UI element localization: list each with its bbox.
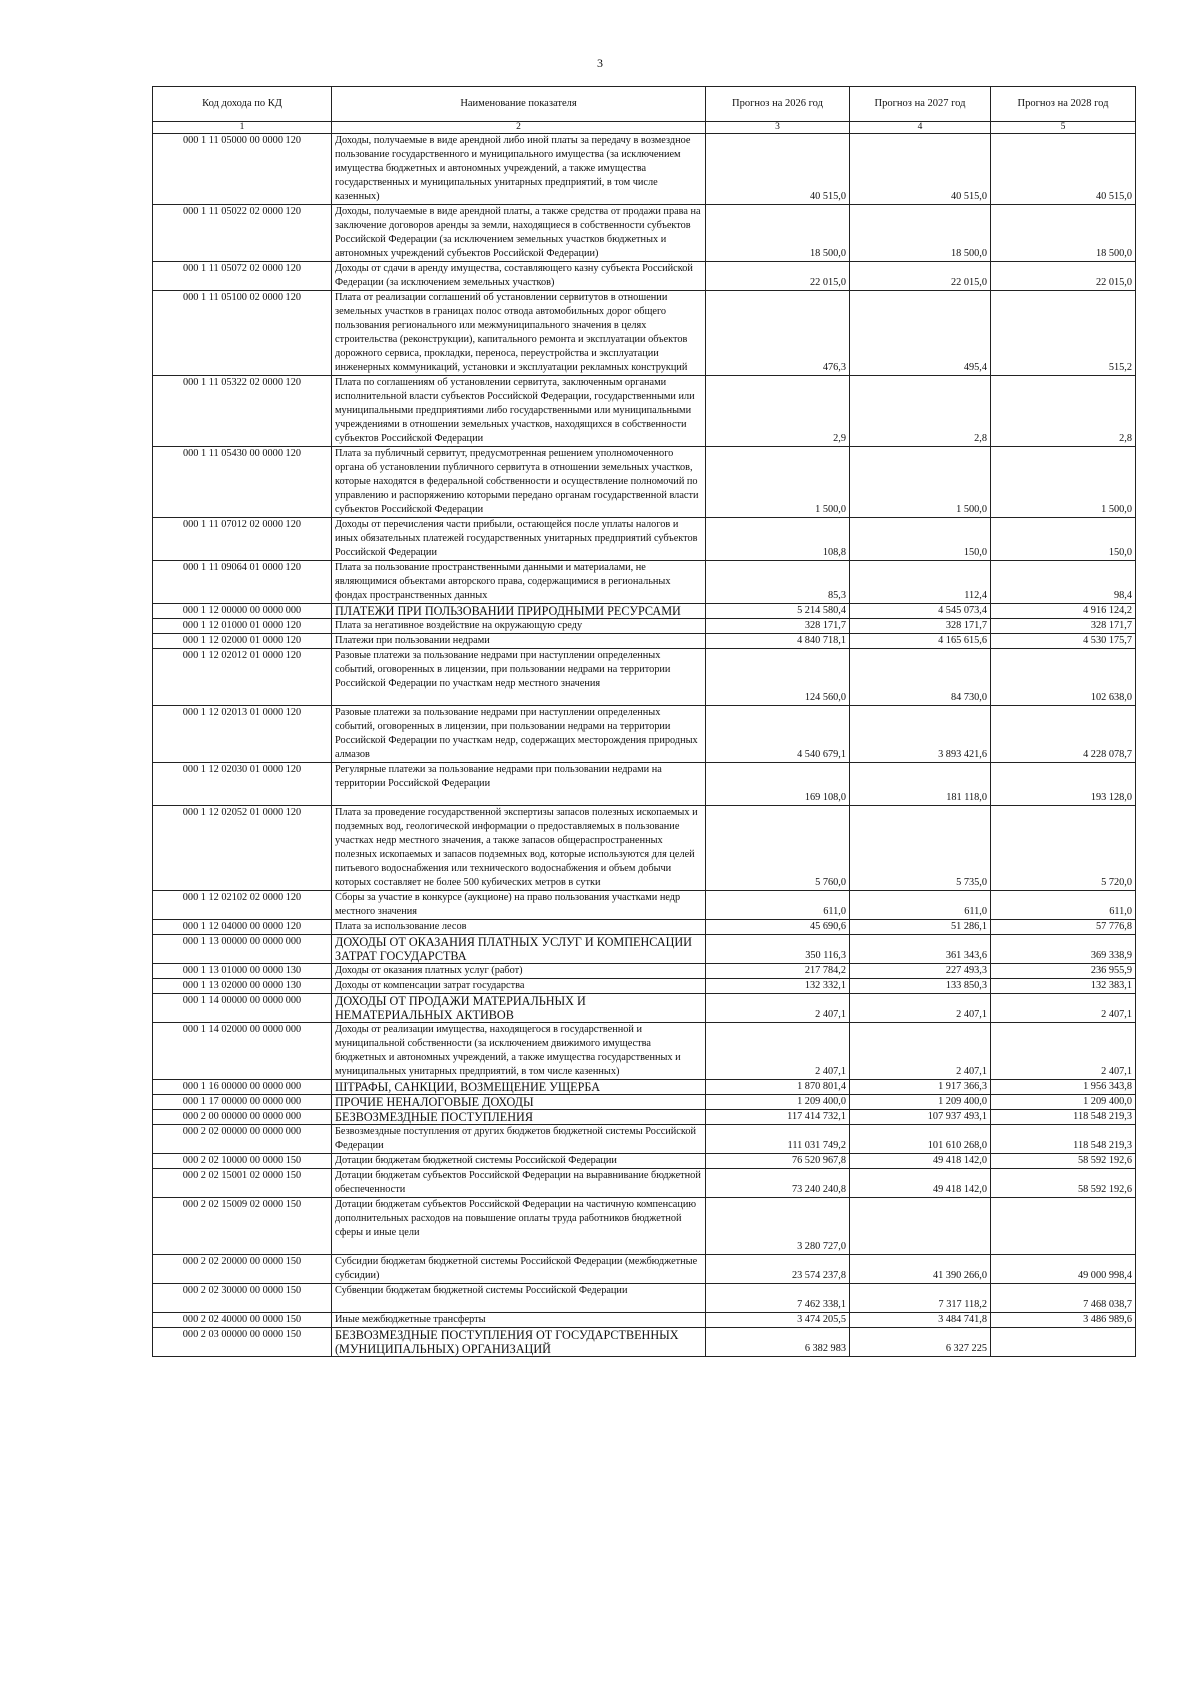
forecast-2028-cell: 98,4 <box>991 561 1136 604</box>
forecast-2027-cell: 18 500,0 <box>850 205 991 262</box>
forecast-2028-cell: 1 500,0 <box>991 447 1136 518</box>
forecast-2027-cell: 227 493,3 <box>850 964 991 979</box>
header-2026: Прогноз на 2026 год <box>706 87 850 122</box>
indicator-name-cell: ПЛАТЕЖИ ПРИ ПОЛЬЗОВАНИИ ПРИРОДНЫМИ РЕСУРСАМИ <box>332 604 706 619</box>
indicator-name-cell: Доходы от оказания платных услуг (работ) <box>332 964 706 979</box>
forecast-2028-cell: 4 530 175,7 <box>991 634 1136 649</box>
indicator-name-cell: Доходы, получаемые в виде арендной платы, а также средства от продажи права на заключение договоров аренды за земли, находящиеся в собственности субъектов Российской Федерации (за исключением земельных участков бюджетных и автономных учреждений субъектов Российской Федерации) <box>332 205 706 262</box>
table-row <box>153 604 1136 619</box>
forecast-2026-cell: 611,0 <box>706 891 850 920</box>
forecast-2028-cell <box>991 1198 1136 1255</box>
column-number: 3 <box>706 122 850 134</box>
indicator-name-cell: ПРОЧИЕ НЕНАЛОГОВЫЕ ДОХОДЫ <box>332 1095 706 1110</box>
revenue-code-cell: 000 2 00 00000 00 0000 000 <box>153 1110 332 1125</box>
forecast-2026-cell: 328 171,7 <box>706 619 850 634</box>
forecast-2028-cell: 4 228 078,7 <box>991 706 1136 763</box>
forecast-2027-cell: 84 730,0 <box>850 649 991 706</box>
forecast-2027-cell: 5 735,0 <box>850 806 991 891</box>
forecast-2027-cell: 3 893 421,6 <box>850 706 991 763</box>
table-row <box>153 964 1136 979</box>
forecast-2028-cell: 1 209 400,0 <box>991 1095 1136 1110</box>
forecast-2026-cell: 45 690,6 <box>706 920 850 935</box>
table-row <box>153 994 1136 1023</box>
forecast-2027-cell: 51 286,1 <box>850 920 991 935</box>
forecast-2026-cell: 40 515,0 <box>706 134 850 205</box>
forecast-2027-cell: 2 407,1 <box>850 1023 991 1080</box>
indicator-name-cell: Плата за пользование пространственными данными и материалами, не являющимися объектами авторского права, содержащимися в региональных фондах пространственных данных <box>332 561 706 604</box>
table-row <box>153 1313 1136 1328</box>
forecast-2028-cell: 22 015,0 <box>991 262 1136 291</box>
revenue-code-cell: 000 1 11 09064 01 0000 120 <box>153 561 332 604</box>
table-row <box>153 1095 1136 1110</box>
forecast-2026-cell: 476,3 <box>706 291 850 376</box>
forecast-2028-cell: 328 171,7 <box>991 619 1136 634</box>
revenue-code-cell: 000 1 12 02000 01 0000 120 <box>153 634 332 649</box>
forecast-2026-cell: 22 015,0 <box>706 262 850 291</box>
table-row <box>153 1255 1136 1284</box>
forecast-2026-cell: 217 784,2 <box>706 964 850 979</box>
revenue-code-cell: 000 1 12 02030 01 0000 120 <box>153 763 332 806</box>
indicator-name-cell: Плата от реализации соглашений об установлении сервитутов в отношении земельных участков в границах полос отвода автомобильных дорог общего пользования регионального или межмуниципального значения в целях строительства (реконструкции), капитального ремонта и эксплуатации объектов дорожного сервиса, прокладки, переноса, переустройства и эксплуатации инженерных коммуникаций, установки и эксплуатации рекламных конструкций <box>332 291 706 376</box>
page-number: 3 <box>597 56 603 70</box>
forecast-2028-cell: 236 955,9 <box>991 964 1136 979</box>
column-number-row <box>153 122 1136 134</box>
forecast-2027-cell: 1 209 400,0 <box>850 1095 991 1110</box>
table-row <box>153 1110 1136 1125</box>
forecast-2027-cell: 41 390 266,0 <box>850 1255 991 1284</box>
forecast-2027-cell: 107 937 493,1 <box>850 1110 991 1125</box>
revenue-code-cell: 000 1 13 00000 00 0000 000 <box>153 935 332 964</box>
forecast-2028-cell: 58 592 192,6 <box>991 1169 1136 1198</box>
indicator-name-cell: ДОХОДЫ ОТ ОКАЗАНИЯ ПЛАТНЫХ УСЛУГ И КОМПЕНСАЦИИ ЗАТРАТ ГОСУДАРСТВА <box>332 935 706 964</box>
table-row <box>153 1328 1136 1357</box>
forecast-2027-cell: 2,8 <box>850 376 991 447</box>
table-row <box>153 1125 1136 1154</box>
revenue-code-cell: 000 2 02 30000 00 0000 150 <box>153 1284 332 1313</box>
table-row <box>153 134 1136 205</box>
forecast-2027-cell: 112,4 <box>850 561 991 604</box>
revenue-code-cell: 000 1 12 02013 01 0000 120 <box>153 706 332 763</box>
indicator-name-cell: Плата за проведение государственной экспертизы запасов полезных ископаемых и подземных вод, геологической информации о предоставляемых в пользование участках недр местного значения, а также запасов общераспространенных полезных ископаемых и запасов подземных вод, которые используются для целей питьевого водоснабжения или технического водоснабжения и объем добычи которых составляет не более 500 кубических метров в сутки <box>332 806 706 891</box>
indicator-name-cell: Доходы от сдачи в аренду имущества, составляющего казну субъекта Российской Федерации (за исключением земельных участков) <box>332 262 706 291</box>
forecast-2028-cell: 1 956 343,8 <box>991 1080 1136 1095</box>
forecast-2027-cell: 4 545 073,4 <box>850 604 991 619</box>
revenue-code-cell: 000 1 11 05322 02 0000 120 <box>153 376 332 447</box>
indicator-name-cell: Плата за использование лесов <box>332 920 706 935</box>
forecast-2028-cell: 193 128,0 <box>991 763 1136 806</box>
forecast-2028-cell: 49 000 998,4 <box>991 1255 1136 1284</box>
table-row <box>153 935 1136 964</box>
revenue-code-cell: 000 1 12 01000 01 0000 120 <box>153 619 332 634</box>
header-2028: Прогноз на 2028 год <box>991 87 1136 122</box>
indicator-name-cell: Разовые платежи за пользование недрами при наступлении определенных событий, оговоренных в лицензии, при пользовании недрами на территории Российской Федерации по участкам недр местного значения <box>332 649 706 706</box>
indicator-name-cell: Регулярные платежи за пользование недрами при пользовании недрами на территории Российской Федерации <box>332 763 706 806</box>
header-2027: Прогноз на 2027 год <box>850 87 991 122</box>
revenue-code-cell: 000 1 11 05430 00 0000 120 <box>153 447 332 518</box>
table-row <box>153 291 1136 376</box>
forecast-2026-cell: 2 407,1 <box>706 994 850 1023</box>
revenue-code-cell: 000 1 11 07012 02 0000 120 <box>153 518 332 561</box>
indicator-name-cell: Сборы за участие в конкурсе (аукционе) на право пользования участками недр местного значения <box>332 891 706 920</box>
forecast-2028-cell: 150,0 <box>991 518 1136 561</box>
forecast-2026-cell: 1 209 400,0 <box>706 1095 850 1110</box>
forecast-2027-cell: 361 343,6 <box>850 935 991 964</box>
forecast-2026-cell: 1 500,0 <box>706 447 850 518</box>
forecast-2026-cell: 23 574 237,8 <box>706 1255 850 1284</box>
indicator-name-cell: Плата по соглашениям об установлении сервитута, заключенным органами исполнительной власти субъектов Российской Федерации, государственными или муниципальными предприятиями либо государственными или муниципальными учреждениями в отношении земельных участков, находящихся в собственности субъектов Российской Федерации <box>332 376 706 447</box>
forecast-2028-cell: 2 407,1 <box>991 1023 1136 1080</box>
header-code: Код дохода по КД <box>153 87 332 122</box>
indicator-name-cell: Доходы от реализации имущества, находящегося в государственной и муниципальной собственности (за исключением движимого имущества бюджетных и автономных учреждений, а также имущества государственных и муниципальных унитарных предприятий, в том числе казенных) <box>332 1023 706 1080</box>
table-header-row <box>153 87 1136 122</box>
forecast-2026-cell: 2 407,1 <box>706 1023 850 1080</box>
indicator-name-cell: ШТРАФЫ, САНКЦИИ, ВОЗМЕЩЕНИЕ УЩЕРБА <box>332 1080 706 1095</box>
forecast-2026-cell: 5 214 580,4 <box>706 604 850 619</box>
forecast-2028-cell: 515,2 <box>991 291 1136 376</box>
forecast-2026-cell: 108,8 <box>706 518 850 561</box>
indicator-name-cell: Плата за негативное воздействие на окружающую среду <box>332 619 706 634</box>
table-row <box>153 205 1136 262</box>
indicator-name-cell: БЕЗВОЗМЕЗДНЫЕ ПОСТУПЛЕНИЯ ОТ ГОСУДАРСТВЕННЫХ (МУНИЦИПАЛЬНЫХ) ОРГАНИЗАЦИЙ <box>332 1328 706 1357</box>
revenue-code-cell: 000 2 02 15001 02 0000 150 <box>153 1169 332 1198</box>
indicator-name-cell: Доходы от перечисления части прибыли, остающейся после уплаты налогов и иных обязательных платежей государственных унитарных предприятий субъектов Российской Федерации <box>332 518 706 561</box>
revenue-code-cell: 000 1 12 00000 00 0000 000 <box>153 604 332 619</box>
forecast-2026-cell: 1 870 801,4 <box>706 1080 850 1095</box>
forecast-2028-cell: 118 548 219,3 <box>991 1125 1136 1154</box>
forecast-2026-cell: 111 031 749,2 <box>706 1125 850 1154</box>
forecast-2027-cell: 1 917 366,3 <box>850 1080 991 1095</box>
forecast-2028-cell: 5 720,0 <box>991 806 1136 891</box>
revenue-code-cell: 000 2 02 40000 00 0000 150 <box>153 1313 332 1328</box>
revenue-code-cell: 000 1 12 02102 02 0000 120 <box>153 891 332 920</box>
indicator-name-cell: Безвозмездные поступления от других бюджетов бюджетной системы Российской Федерации <box>332 1125 706 1154</box>
forecast-2028-cell: 57 776,8 <box>991 920 1136 935</box>
revenue-code-cell: 000 1 17 00000 00 0000 000 <box>153 1095 332 1110</box>
forecast-2026-cell: 124 560,0 <box>706 649 850 706</box>
forecast-2027-cell: 150,0 <box>850 518 991 561</box>
indicator-name-cell: Плата за публичный сервитут, предусмотренная решением уполномоченного органа об установлении публичного сервитута в отношении земельных участков, которые находятся в федеральной собственности и осуществление полномочий по управлению и распоряжению которыми передано органам государственной власти субъектов Российской Федерации <box>332 447 706 518</box>
forecast-2026-cell: 169 108,0 <box>706 763 850 806</box>
table-row <box>153 763 1136 806</box>
indicator-name-cell: Платежи при пользовании недрами <box>332 634 706 649</box>
forecast-2027-cell: 101 610 268,0 <box>850 1125 991 1154</box>
table-row <box>153 891 1136 920</box>
forecast-2028-cell: 118 548 219,3 <box>991 1110 1136 1125</box>
forecast-2026-cell: 73 240 240,8 <box>706 1169 850 1198</box>
forecast-2027-cell: 22 015,0 <box>850 262 991 291</box>
table-row <box>153 979 1136 994</box>
forecast-2026-cell: 132 332,1 <box>706 979 850 994</box>
forecast-2027-cell: 1 500,0 <box>850 447 991 518</box>
revenue-code-cell: 000 1 11 05022 02 0000 120 <box>153 205 332 262</box>
revenue-code-cell: 000 2 02 00000 00 0000 000 <box>153 1125 332 1154</box>
indicator-name-cell: ДОХОДЫ ОТ ПРОДАЖИ МАТЕРИАЛЬНЫХ И НЕМАТЕРИАЛЬНЫХ АКТИВОВ <box>332 994 706 1023</box>
forecast-2028-cell: 58 592 192,6 <box>991 1154 1136 1169</box>
table-row <box>153 634 1136 649</box>
column-number: 5 <box>991 122 1136 134</box>
forecast-2027-cell: 40 515,0 <box>850 134 991 205</box>
forecast-2027-cell: 3 484 741,8 <box>850 1313 991 1328</box>
table-row <box>153 1284 1136 1313</box>
forecast-2026-cell: 5 760,0 <box>706 806 850 891</box>
column-number: 2 <box>332 122 706 134</box>
revenue-forecast-table <box>152 86 1136 1357</box>
forecast-2026-cell: 7 462 338,1 <box>706 1284 850 1313</box>
forecast-2027-cell: 2 407,1 <box>850 994 991 1023</box>
forecast-2028-cell: 7 468 038,7 <box>991 1284 1136 1313</box>
indicator-name-cell: Дотации бюджетам субъектов Российской Федерации на частичную компенсацию дополнительных расходов на повышение оплаты труда работников бюджетной сферы и иные цели <box>332 1198 706 1255</box>
table-row <box>153 561 1136 604</box>
forecast-2028-cell: 132 383,1 <box>991 979 1136 994</box>
column-number: 1 <box>153 122 332 134</box>
table-row <box>153 518 1136 561</box>
column-number: 4 <box>850 122 991 134</box>
revenue-code-cell: 000 1 13 01000 00 0000 130 <box>153 964 332 979</box>
table-row <box>153 806 1136 891</box>
forecast-2027-cell: 181 118,0 <box>850 763 991 806</box>
indicator-name-cell: Дотации бюджетам бюджетной системы Российской Федерации <box>332 1154 706 1169</box>
forecast-2028-cell: 40 515,0 <box>991 134 1136 205</box>
forecast-2027-cell: 6 327 225 <box>850 1328 991 1357</box>
forecast-2026-cell: 3 474 205,5 <box>706 1313 850 1328</box>
forecast-2028-cell: 611,0 <box>991 891 1136 920</box>
forecast-2028-cell: 18 500,0 <box>991 205 1136 262</box>
indicator-name-cell: БЕЗВОЗМЕЗДНЫЕ ПОСТУПЛЕНИЯ <box>332 1110 706 1125</box>
forecast-2026-cell: 85,3 <box>706 561 850 604</box>
forecast-2027-cell: 328 171,7 <box>850 619 991 634</box>
revenue-code-cell: 000 1 12 02012 01 0000 120 <box>153 649 332 706</box>
table-row <box>153 1169 1136 1198</box>
forecast-2028-cell: 2 407,1 <box>991 994 1136 1023</box>
revenue-code-cell: 000 1 12 04000 00 0000 120 <box>153 920 332 935</box>
forecast-2028-cell: 4 916 124,2 <box>991 604 1136 619</box>
revenue-code-cell: 000 1 11 05072 02 0000 120 <box>153 262 332 291</box>
forecast-2028-cell: 369 338,9 <box>991 935 1136 964</box>
forecast-2026-cell: 76 520 967,8 <box>706 1154 850 1169</box>
revenue-code-cell: 000 2 03 00000 00 0000 150 <box>153 1328 332 1357</box>
table-row <box>153 1023 1136 1080</box>
forecast-2027-cell: 49 418 142,0 <box>850 1154 991 1169</box>
table-row <box>153 1154 1136 1169</box>
revenue-code-cell: 000 1 11 05100 02 0000 120 <box>153 291 332 376</box>
table-row <box>153 1080 1136 1095</box>
table-row <box>153 649 1136 706</box>
forecast-2026-cell: 4 840 718,1 <box>706 634 850 649</box>
table-row <box>153 706 1136 763</box>
indicator-name-cell: Доходы, получаемые в виде арендной либо иной платы за передачу в возмездное пользование государственного и муниципального имущества (за исключением имущества бюджетных и автономных учреждений, а также имущества государственных и муниципальных унитарных предприятий, в том числе казенных) <box>332 134 706 205</box>
revenue-code-cell: 000 1 12 02052 01 0000 120 <box>153 806 332 891</box>
forecast-2026-cell: 6 382 983 <box>706 1328 850 1357</box>
revenue-code-cell: 000 1 11 05000 00 0000 120 <box>153 134 332 205</box>
forecast-2028-cell <box>991 1328 1136 1357</box>
revenue-code-cell: 000 1 14 00000 00 0000 000 <box>153 994 332 1023</box>
forecast-2026-cell: 18 500,0 <box>706 205 850 262</box>
header-name: Наименование показателя <box>332 87 706 122</box>
table-row <box>153 1198 1136 1255</box>
indicator-name-cell: Дотации бюджетам субъектов Российской Федерации на выравнивание бюджетной обеспеченности <box>332 1169 706 1198</box>
table-row <box>153 262 1136 291</box>
forecast-2028-cell: 102 638,0 <box>991 649 1136 706</box>
forecast-2027-cell: 495,4 <box>850 291 991 376</box>
forecast-2027-cell: 4 165 615,6 <box>850 634 991 649</box>
indicator-name-cell: Иные межбюджетные трансферты <box>332 1313 706 1328</box>
table-row <box>153 920 1136 935</box>
revenue-code-cell: 000 1 16 00000 00 0000 000 <box>153 1080 332 1095</box>
forecast-2028-cell: 3 486 989,6 <box>991 1313 1136 1328</box>
revenue-code-cell: 000 1 13 02000 00 0000 130 <box>153 979 332 994</box>
forecast-2026-cell: 350 116,3 <box>706 935 850 964</box>
forecast-2026-cell: 2,9 <box>706 376 850 447</box>
revenue-code-cell: 000 2 02 20000 00 0000 150 <box>153 1255 332 1284</box>
forecast-2028-cell: 2,8 <box>991 376 1136 447</box>
forecast-2027-cell: 49 418 142,0 <box>850 1169 991 1198</box>
indicator-name-cell: Субсидии бюджетам бюджетной системы Российской Федерации (межбюджетные субсидии) <box>332 1255 706 1284</box>
forecast-2026-cell: 3 280 727,0 <box>706 1198 850 1255</box>
revenue-code-cell: 000 2 02 10000 00 0000 150 <box>153 1154 332 1169</box>
revenue-code-cell: 000 2 02 15009 02 0000 150 <box>153 1198 332 1255</box>
forecast-2026-cell: 117 414 732,1 <box>706 1110 850 1125</box>
forecast-2027-cell: 7 317 118,2 <box>850 1284 991 1313</box>
forecast-2026-cell: 4 540 679,1 <box>706 706 850 763</box>
indicator-name-cell: Субвенции бюджетам бюджетной системы Российской Федерации <box>332 1284 706 1313</box>
table-row <box>153 447 1136 518</box>
forecast-2027-cell: 133 850,3 <box>850 979 991 994</box>
forecast-2027-cell: 611,0 <box>850 891 991 920</box>
indicator-name-cell: Доходы от компенсации затрат государства <box>332 979 706 994</box>
table-row <box>153 376 1136 447</box>
indicator-name-cell: Разовые платежи за пользование недрами при наступлении определенных событий, оговоренных в лицензии, при пользовании недрами на территории Российской Федерации по участкам недр, содержащих месторождения природных алмазов <box>332 706 706 763</box>
revenue-code-cell: 000 1 14 02000 00 0000 000 <box>153 1023 332 1080</box>
table-row <box>153 619 1136 634</box>
forecast-2027-cell <box>850 1198 991 1255</box>
